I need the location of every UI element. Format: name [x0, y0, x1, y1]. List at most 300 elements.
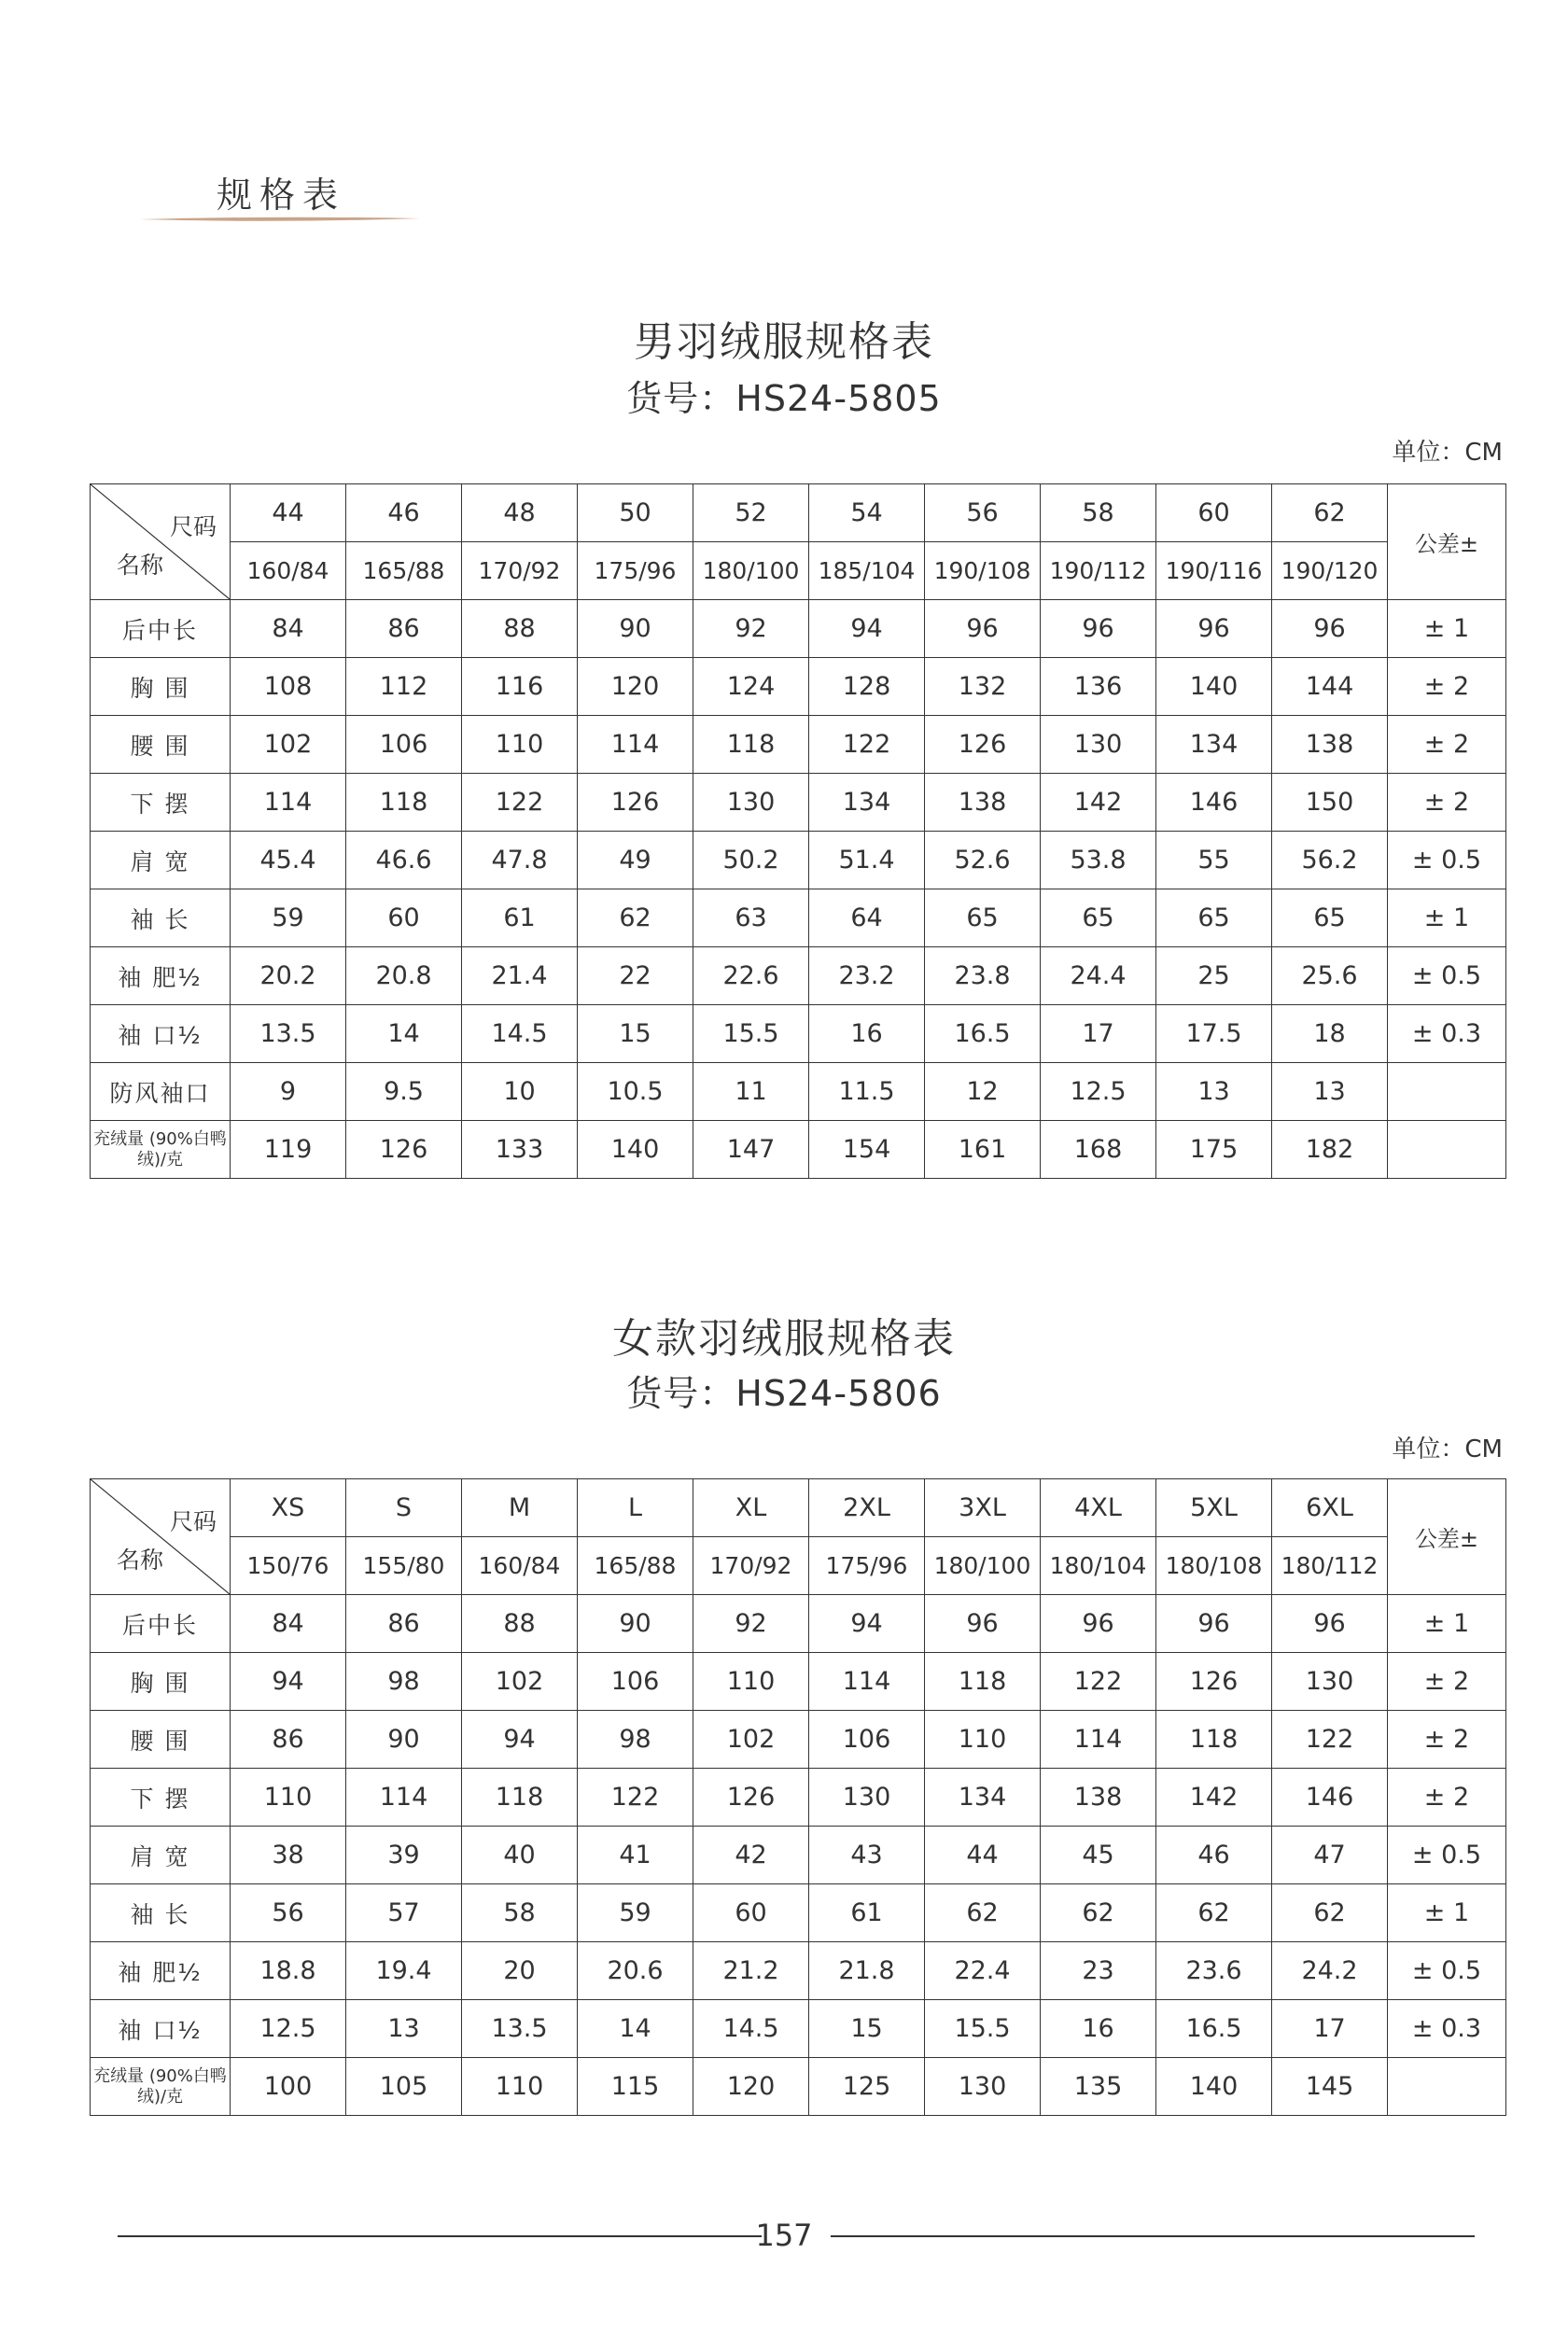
value-cell: 20.8: [346, 947, 462, 1005]
spec-header-cell: 190/108: [925, 542, 1041, 600]
tolerance-header-cell: 公差±: [1388, 484, 1506, 600]
spec-header-cell: 170/92: [693, 1537, 809, 1595]
page-header-title: 规格表: [217, 175, 346, 216]
value-cell: 126: [578, 774, 693, 832]
spec-header-row: [91, 1537, 1506, 1595]
tolerance-cell: ± 0.3: [1388, 2000, 1506, 2058]
value-cell: 118: [1156, 1711, 1272, 1769]
value-cell: 96: [1041, 1595, 1156, 1653]
value-cell: 106: [578, 1653, 693, 1711]
value-cell: 14: [578, 2000, 693, 2058]
spec-header-cell: 150/76: [231, 1537, 346, 1595]
value-cell: 110: [231, 1769, 346, 1827]
value-cell: 102: [693, 1711, 809, 1769]
value-cell: 22.4: [925, 1942, 1041, 2000]
value-cell: 168: [1041, 1121, 1156, 1179]
value-cell: 23.2: [809, 947, 925, 1005]
table-row: [91, 1942, 1506, 2000]
value-cell: 61: [462, 889, 578, 947]
value-cell: 98: [578, 1711, 693, 1769]
value-cell: 96: [1272, 1595, 1388, 1653]
value-cell: 46: [1156, 1827, 1272, 1884]
value-cell: 90: [578, 1595, 693, 1653]
size-header-cell: 46: [346, 484, 462, 542]
tolerance-cell: ± 1: [1388, 1595, 1506, 1653]
value-cell: 94: [462, 1711, 578, 1769]
tolerance-cell: ± 1: [1388, 889, 1506, 947]
value-cell: 134: [809, 774, 925, 832]
value-cell: 96: [1156, 600, 1272, 658]
value-cell: 64: [809, 889, 925, 947]
value-cell: 114: [1041, 1711, 1156, 1769]
value-cell: 130: [693, 774, 809, 832]
value-cell: 13.5: [462, 2000, 578, 2058]
value-cell: 20.6: [578, 1942, 693, 2000]
row-name-cell: 袖 口½: [91, 1005, 231, 1063]
tolerance-cell: ± 2: [1388, 774, 1506, 832]
spec-header-cell: 180/112: [1272, 1537, 1388, 1595]
value-cell: 110: [462, 2058, 578, 2116]
row-name-cell: 肩 宽: [91, 832, 231, 889]
corner-size-label: 尺码: [169, 513, 217, 540]
value-cell: 86: [231, 1711, 346, 1769]
value-cell: 124: [693, 658, 809, 716]
value-cell: 65: [1272, 889, 1388, 947]
value-cell: 14: [346, 1005, 462, 1063]
value-cell: 22: [578, 947, 693, 1005]
value-cell: 112: [346, 658, 462, 716]
tolerance-cell: ± 1: [1388, 1884, 1506, 1942]
corner-size-label: 尺码: [169, 1508, 217, 1535]
value-cell: 92: [693, 1595, 809, 1653]
value-cell: 108: [231, 658, 346, 716]
value-cell: 146: [1272, 1769, 1388, 1827]
value-cell: 86: [346, 1595, 462, 1653]
value-cell: 145: [1272, 2058, 1388, 2116]
size-header-cell: 2XL: [809, 1479, 925, 1537]
value-cell: 40: [462, 1827, 578, 1884]
row-name-cell: 腰 围: [91, 1711, 231, 1769]
tolerance-cell: ± 2: [1388, 1653, 1506, 1711]
value-cell: 88: [462, 600, 578, 658]
value-cell: 60: [346, 889, 462, 947]
spec-header-cell: 185/104: [809, 542, 925, 600]
value-cell: 94: [809, 600, 925, 658]
value-cell: 96: [925, 1595, 1041, 1653]
women-table-title: 女款羽绒服规格表: [612, 1315, 956, 1363]
value-cell: 23: [1041, 1942, 1156, 2000]
value-cell: 142: [1041, 774, 1156, 832]
row-name-cell: 袖 长: [91, 889, 231, 947]
value-cell: 96: [925, 600, 1041, 658]
value-cell: 115: [578, 2058, 693, 2116]
value-cell: 138: [1041, 1769, 1156, 1827]
value-cell: 134: [925, 1769, 1041, 1827]
value-cell: 142: [1156, 1769, 1272, 1827]
value-cell: 154: [809, 1121, 925, 1179]
value-cell: 12.5: [1041, 1063, 1156, 1121]
value-cell: 15: [578, 1005, 693, 1063]
table-row: [91, 1005, 1506, 1063]
size-header-cell: 5XL: [1156, 1479, 1272, 1537]
spec-header-cell: 160/84: [231, 542, 346, 600]
size-header-cell: M: [462, 1479, 578, 1537]
value-cell: 134: [1156, 716, 1272, 774]
table-row: [91, 1711, 1506, 1769]
value-cell: 56: [231, 1884, 346, 1942]
value-cell: 135: [1041, 2058, 1156, 2116]
value-cell: 60: [693, 1884, 809, 1942]
value-cell: 114: [346, 1769, 462, 1827]
value-cell: 62: [1041, 1884, 1156, 1942]
size-header-cell: 50: [578, 484, 693, 542]
size-header-cell: 56: [925, 484, 1041, 542]
value-cell: 41: [578, 1827, 693, 1884]
value-cell: 53.8: [1041, 832, 1156, 889]
value-cell: 15.5: [693, 1005, 809, 1063]
tolerance-cell: ± 1: [1388, 600, 1506, 658]
value-cell: 19.4: [346, 1942, 462, 2000]
value-cell: 114: [231, 774, 346, 832]
value-cell: 22.6: [693, 947, 809, 1005]
row-name-cell: 胸 围: [91, 658, 231, 716]
row-name-cell: 腰 围: [91, 716, 231, 774]
size-header-cell: XL: [693, 1479, 809, 1537]
value-cell: 21.2: [693, 1942, 809, 2000]
value-cell: 43: [809, 1827, 925, 1884]
table-row: [91, 889, 1506, 947]
value-cell: 126: [693, 1769, 809, 1827]
tolerance-cell: ± 0.5: [1388, 1827, 1506, 1884]
table-row: [91, 1653, 1506, 1711]
row-name-cell: 肩 宽: [91, 1827, 231, 1884]
value-cell: 65: [925, 889, 1041, 947]
value-cell: 45: [1041, 1827, 1156, 1884]
value-cell: 63: [693, 889, 809, 947]
spec-header-cell: 190/116: [1156, 542, 1272, 600]
value-cell: 51.4: [809, 832, 925, 889]
men-unit-label: 单位：CM: [1392, 439, 1503, 467]
tolerance-cell: [1388, 2058, 1506, 2116]
value-cell: 130: [1041, 716, 1156, 774]
spec-header-cell: 155/80: [346, 1537, 462, 1595]
value-cell: 13: [346, 2000, 462, 2058]
value-cell: 10.5: [578, 1063, 693, 1121]
value-cell: 136: [1041, 658, 1156, 716]
value-cell: 21.8: [809, 1942, 925, 2000]
value-cell: 92: [693, 600, 809, 658]
men-spec-table: [90, 483, 1506, 1179]
value-cell: 161: [925, 1121, 1041, 1179]
value-cell: 14.5: [462, 1005, 578, 1063]
value-cell: 147: [693, 1121, 809, 1179]
size-header-cell: 3XL: [925, 1479, 1041, 1537]
value-cell: 62: [925, 1884, 1041, 1942]
size-header-cell: 44: [231, 484, 346, 542]
row-name-cell: 防风袖口: [91, 1063, 231, 1121]
value-cell: 17: [1041, 1005, 1156, 1063]
value-cell: 94: [809, 1595, 925, 1653]
value-cell: 50.2: [693, 832, 809, 889]
value-cell: 126: [346, 1121, 462, 1179]
value-cell: 84: [231, 1595, 346, 1653]
value-cell: 42: [693, 1827, 809, 1884]
value-cell: 130: [925, 2058, 1041, 2116]
size-header-cell: S: [346, 1479, 462, 1537]
table-row: [91, 947, 1506, 1005]
value-cell: 122: [1041, 1653, 1156, 1711]
value-cell: 15: [809, 2000, 925, 2058]
corner-name-label: 名称: [117, 552, 164, 579]
value-cell: 182: [1272, 1121, 1388, 1179]
value-cell: 146: [1156, 774, 1272, 832]
value-cell: 59: [231, 889, 346, 947]
value-cell: 118: [693, 716, 809, 774]
spec-header-cell: 180/108: [1156, 1537, 1272, 1595]
size-header-row: [91, 484, 1506, 542]
value-cell: 24.4: [1041, 947, 1156, 1005]
spec-header-cell: 190/120: [1272, 542, 1388, 600]
value-cell: 119: [231, 1121, 346, 1179]
size-header-cell: 62: [1272, 484, 1388, 542]
table-row: [91, 600, 1506, 658]
row-name-cell: 胸 围: [91, 1653, 231, 1711]
value-cell: 122: [809, 716, 925, 774]
value-cell: 17: [1272, 2000, 1388, 2058]
tolerance-cell: ± 0.5: [1388, 1942, 1506, 2000]
value-cell: 55: [1156, 832, 1272, 889]
value-cell: 12: [925, 1063, 1041, 1121]
value-cell: 122: [578, 1769, 693, 1827]
value-cell: 144: [1272, 658, 1388, 716]
value-cell: 122: [462, 774, 578, 832]
value-cell: 100: [231, 2058, 346, 2116]
spec-header-cell: 180/100: [925, 1537, 1041, 1595]
value-cell: 59: [578, 1884, 693, 1942]
value-cell: 138: [925, 774, 1041, 832]
size-header-cell: 58: [1041, 484, 1156, 542]
row-name-cell: 袖 口½: [91, 2000, 231, 2058]
value-cell: 11.5: [809, 1063, 925, 1121]
tolerance-cell: ± 2: [1388, 1711, 1506, 1769]
value-cell: 96: [1041, 600, 1156, 658]
table-row: [91, 1769, 1506, 1827]
corner-header-cell: [91, 1479, 231, 1595]
value-cell: 14.5: [693, 2000, 809, 2058]
value-cell: 47: [1272, 1827, 1388, 1884]
women-spec-table: [90, 1478, 1506, 2116]
spec-header-cell: 170/92: [462, 542, 578, 600]
spec-header-row: [91, 542, 1506, 600]
value-cell: 140: [1156, 658, 1272, 716]
row-name-cell: 袖 肥½: [91, 1942, 231, 2000]
tolerance-cell: ± 0.3: [1388, 1005, 1506, 1063]
value-cell: 150: [1272, 774, 1388, 832]
table-row: [91, 1121, 1506, 1179]
value-cell: 90: [578, 600, 693, 658]
page-number: 157: [755, 2218, 813, 2253]
women-unit-label: 单位：CM: [1392, 1435, 1503, 1463]
value-cell: 65: [1156, 889, 1272, 947]
value-cell: 16: [1041, 2000, 1156, 2058]
tolerance-cell: ± 2: [1388, 1769, 1506, 1827]
value-cell: 13.5: [231, 1005, 346, 1063]
table-row: [91, 2058, 1506, 2116]
value-cell: 128: [809, 658, 925, 716]
value-cell: 65: [1041, 889, 1156, 947]
value-cell: 110: [462, 716, 578, 774]
value-cell: 138: [1272, 716, 1388, 774]
value-cell: 96: [1272, 600, 1388, 658]
size-header-cell: 4XL: [1041, 1479, 1156, 1537]
value-cell: 84: [231, 600, 346, 658]
value-cell: 96: [1156, 1595, 1272, 1653]
value-cell: 110: [925, 1711, 1041, 1769]
value-cell: 52.6: [925, 832, 1041, 889]
value-cell: 16: [809, 1005, 925, 1063]
value-cell: 61: [809, 1884, 925, 1942]
spec-header-cell: 180/100: [693, 542, 809, 600]
value-cell: 126: [925, 716, 1041, 774]
value-cell: 21.4: [462, 947, 578, 1005]
row-name-cell: 袖 肥½: [91, 947, 231, 1005]
value-cell: 9.5: [346, 1063, 462, 1121]
value-cell: 13: [1272, 1063, 1388, 1121]
value-cell: 106: [346, 716, 462, 774]
tolerance-cell: ± 2: [1388, 658, 1506, 716]
table-row: [91, 716, 1506, 774]
value-cell: 102: [231, 716, 346, 774]
table-row: [91, 774, 1506, 832]
value-cell: 45.4: [231, 832, 346, 889]
table-row: [91, 1595, 1506, 1653]
value-cell: 24.2: [1272, 1942, 1388, 2000]
value-cell: 175: [1156, 1121, 1272, 1179]
value-cell: 62: [1272, 1884, 1388, 1942]
value-cell: 118: [462, 1769, 578, 1827]
value-cell: 44: [925, 1827, 1041, 1884]
value-cell: 25: [1156, 947, 1272, 1005]
value-cell: 116: [462, 658, 578, 716]
size-header-row: [91, 1479, 1506, 1537]
value-cell: 86: [346, 600, 462, 658]
row-name-cell: 后中长: [91, 1595, 231, 1653]
tolerance-cell: ± 0.5: [1388, 832, 1506, 889]
value-cell: 126: [1156, 1653, 1272, 1711]
value-cell: 25.6: [1272, 947, 1388, 1005]
value-cell: 140: [1156, 2058, 1272, 2116]
value-cell: 120: [578, 658, 693, 716]
row-name-cell: 下 摆: [91, 774, 231, 832]
size-header-cell: 48: [462, 484, 578, 542]
value-cell: 12.5: [231, 2000, 346, 2058]
value-cell: 47.8: [462, 832, 578, 889]
value-cell: 125: [809, 2058, 925, 2116]
tolerance-cell: ± 2: [1388, 716, 1506, 774]
spec-header-cell: 180/104: [1041, 1537, 1156, 1595]
value-cell: 18.8: [231, 1942, 346, 2000]
value-cell: 20: [462, 1942, 578, 2000]
value-cell: 98: [346, 1653, 462, 1711]
value-cell: 10: [462, 1063, 578, 1121]
size-header-cell: 54: [809, 484, 925, 542]
corner-header-cell: [91, 484, 231, 600]
women-item-code: 货号：HS24-5806: [626, 1373, 942, 1414]
value-cell: 38: [231, 1827, 346, 1884]
table-row: [91, 1063, 1506, 1121]
size-header-cell: 60: [1156, 484, 1272, 542]
size-header-cell: 52: [693, 484, 809, 542]
tolerance-cell: [1388, 1063, 1506, 1121]
value-cell: 23.6: [1156, 1942, 1272, 2000]
value-cell: 120: [693, 2058, 809, 2116]
table-row: [91, 832, 1506, 889]
value-cell: 118: [346, 774, 462, 832]
value-cell: 16.5: [1156, 2000, 1272, 2058]
row-name-cell: 下 摆: [91, 1769, 231, 1827]
value-cell: 18: [1272, 1005, 1388, 1063]
value-cell: 90: [346, 1711, 462, 1769]
value-cell: 17.5: [1156, 1005, 1272, 1063]
value-cell: 39: [346, 1827, 462, 1884]
spec-header-cell: 175/96: [809, 1537, 925, 1595]
row-name-cell: 充绒量 (90%白鸭绒)/克: [91, 2058, 231, 2116]
size-header-cell: XS: [231, 1479, 346, 1537]
value-cell: 13: [1156, 1063, 1272, 1121]
table-row: [91, 2000, 1506, 2058]
value-cell: 102: [462, 1653, 578, 1711]
value-cell: 9: [231, 1063, 346, 1121]
spec-header-cell: 160/84: [462, 1537, 578, 1595]
tolerance-header-cell: 公差±: [1388, 1479, 1506, 1595]
value-cell: 114: [809, 1653, 925, 1711]
value-cell: 114: [578, 716, 693, 774]
spec-header-cell: 175/96: [578, 542, 693, 600]
size-header-cell: 6XL: [1272, 1479, 1388, 1537]
value-cell: 88: [462, 1595, 578, 1653]
row-name-cell: 充绒量 (90%白鸭绒)/克: [91, 1121, 231, 1179]
value-cell: 132: [925, 658, 1041, 716]
spec-header-cell: 165/88: [578, 1537, 693, 1595]
men-item-code: 货号：HS24-5805: [626, 378, 942, 419]
row-name-cell: 后中长: [91, 600, 231, 658]
value-cell: 122: [1272, 1711, 1388, 1769]
tolerance-cell: ± 0.5: [1388, 947, 1506, 1005]
value-cell: 133: [462, 1121, 578, 1179]
value-cell: 16.5: [925, 1005, 1041, 1063]
value-cell: 130: [1272, 1653, 1388, 1711]
value-cell: 15.5: [925, 2000, 1041, 2058]
table-row: [91, 1884, 1506, 1942]
value-cell: 57: [346, 1884, 462, 1942]
row-name-cell: 袖 长: [91, 1884, 231, 1942]
spec-header-cell: 190/112: [1041, 542, 1156, 600]
value-cell: 110: [693, 1653, 809, 1711]
value-cell: 20.2: [231, 947, 346, 1005]
corner-name-label: 名称: [117, 1547, 164, 1574]
value-cell: 58: [462, 1884, 578, 1942]
value-cell: 62: [1156, 1884, 1272, 1942]
value-cell: 23.8: [925, 947, 1041, 1005]
table-row: [91, 1827, 1506, 1884]
table-row: [91, 658, 1506, 716]
value-cell: 140: [578, 1121, 693, 1179]
value-cell: 49: [578, 832, 693, 889]
spec-header-cell: 165/88: [346, 542, 462, 600]
value-cell: 56.2: [1272, 832, 1388, 889]
size-header-cell: L: [578, 1479, 693, 1537]
men-table-title: 男羽绒服规格表: [634, 318, 934, 366]
